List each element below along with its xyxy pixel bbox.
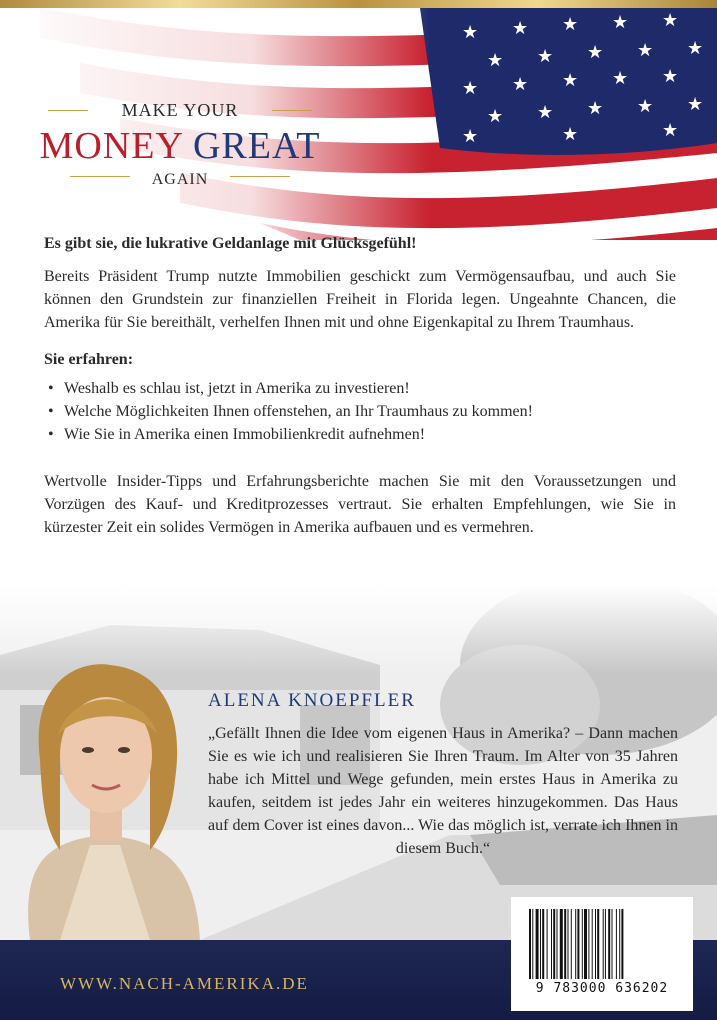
barcode-bar: [540, 909, 541, 979]
barcode-bar: [557, 909, 558, 979]
logo-money: MONEY: [39, 125, 183, 167]
barcode-bar: [616, 909, 617, 979]
author-photo: [0, 640, 210, 940]
logo-rule-right-top: [272, 110, 312, 111]
list-item: • Wie Sie in Amerika einen Immobilienkredit aufnehmen!: [44, 423, 676, 446]
barcode-bar: [575, 909, 576, 979]
barcode-bar: [621, 909, 623, 979]
isbn-number: 9 783000 636202: [535, 981, 669, 996]
list-item: • Weshalb es schlau ist, jetzt in Amerika zu investieren!: [44, 377, 676, 400]
barcode-bar: [560, 909, 563, 979]
author-name: ALENA KNOEPFLER: [208, 690, 416, 711]
barcode-bar: [577, 909, 579, 979]
barcode-bar: [608, 909, 610, 979]
barcode-bar: [595, 909, 596, 979]
barcode-bar: [529, 909, 531, 979]
barcode-bar: [597, 909, 599, 979]
list-heading: Sie erfahren:: [44, 351, 134, 368]
barcode-bar: [553, 909, 555, 979]
barcode-bar: [605, 909, 606, 979]
barcode-bar: [542, 909, 544, 979]
logo-line-2: [30, 125, 330, 167]
logo: [30, 88, 330, 189]
logo-line-1: MAKE YOUR: [121, 100, 239, 120]
barcode-bar: [571, 909, 572, 979]
intro-paragraph: Bereits Präsident Trump nutzte Immobilien geschickt zum Vermögensaufbau, und auch Sie können den Grundstein zur finanziellen Freiheit in Florida legen. Ungeahnte Chancen, die Amerika für Sie bereithält, verhelfen Ihnen mit und ohne Eigenkapital zu Ihrem Traumhaus.: [44, 268, 676, 331]
closing-paragraph: Wertvolle Insider-Tipps und Erfahrungsberichte machen Sie mit den Voraussetzungen und Vorzügen des Kauf- und Kreditprozesses vertraut. Sie erhalten Empfehlungen, wie Sie in kürzester Zeit ein solides Vermögen in Amerika aufbauen und es vermehren.: [44, 473, 676, 536]
author-quote: „Gefällt Ihnen die Idee vom eigenen Haus in Amerika? – Dann machen Sie es wie ich und realisieren Sie Ihren Traum. Im Alter von 35 Jahren habe ich Mittel und Wege gefunden, mein erstes Haus in Amerika zu kaufen, seitdem ist jedes Jahr ein weiteres hinzugekommen. Das Haus auf dem Cover ist eines davon... Wie das möglich ist, verrate ich Ihnen in diesem Buch.“: [208, 725, 678, 857]
logo-rule-right-bottom: [230, 176, 290, 177]
logo-rule-left-bottom: [70, 176, 130, 177]
barcode-bar: [588, 909, 589, 979]
barcode-bar: [536, 909, 539, 979]
barcode-bar: [564, 909, 566, 979]
barcode-bar: [619, 909, 620, 979]
website-link[interactable]: WWW.NACH-AMERIKA.DE: [60, 974, 309, 993]
logo-great: GREAT: [192, 125, 321, 167]
barcode-bar: [592, 909, 593, 979]
barcode-bar: [584, 909, 587, 979]
list-item: • Welche Möglichkeiten Ihnen offenstehen, an Ihr Traumhaus zu kommen!: [44, 400, 676, 423]
barcode-bar: [547, 909, 548, 979]
barcode-bar: [603, 909, 604, 979]
barcode-bar: [551, 909, 552, 979]
isbn-barcode: [511, 897, 693, 1011]
barcode-bar: [532, 909, 533, 979]
barcode-bar: [568, 909, 569, 979]
logo-line-3: AGAIN: [151, 171, 209, 188]
barcode-bar: [612, 909, 613, 979]
headline: Es gibt sie, die lukrative Geldanlage mit Glücksgefühl!: [44, 235, 417, 252]
benefits-list: [44, 377, 676, 446]
logo-rule-left-top: [48, 110, 88, 111]
barcode-bar: [582, 909, 583, 979]
main-text: [44, 232, 676, 539]
barcode-bars: [529, 909, 675, 979]
